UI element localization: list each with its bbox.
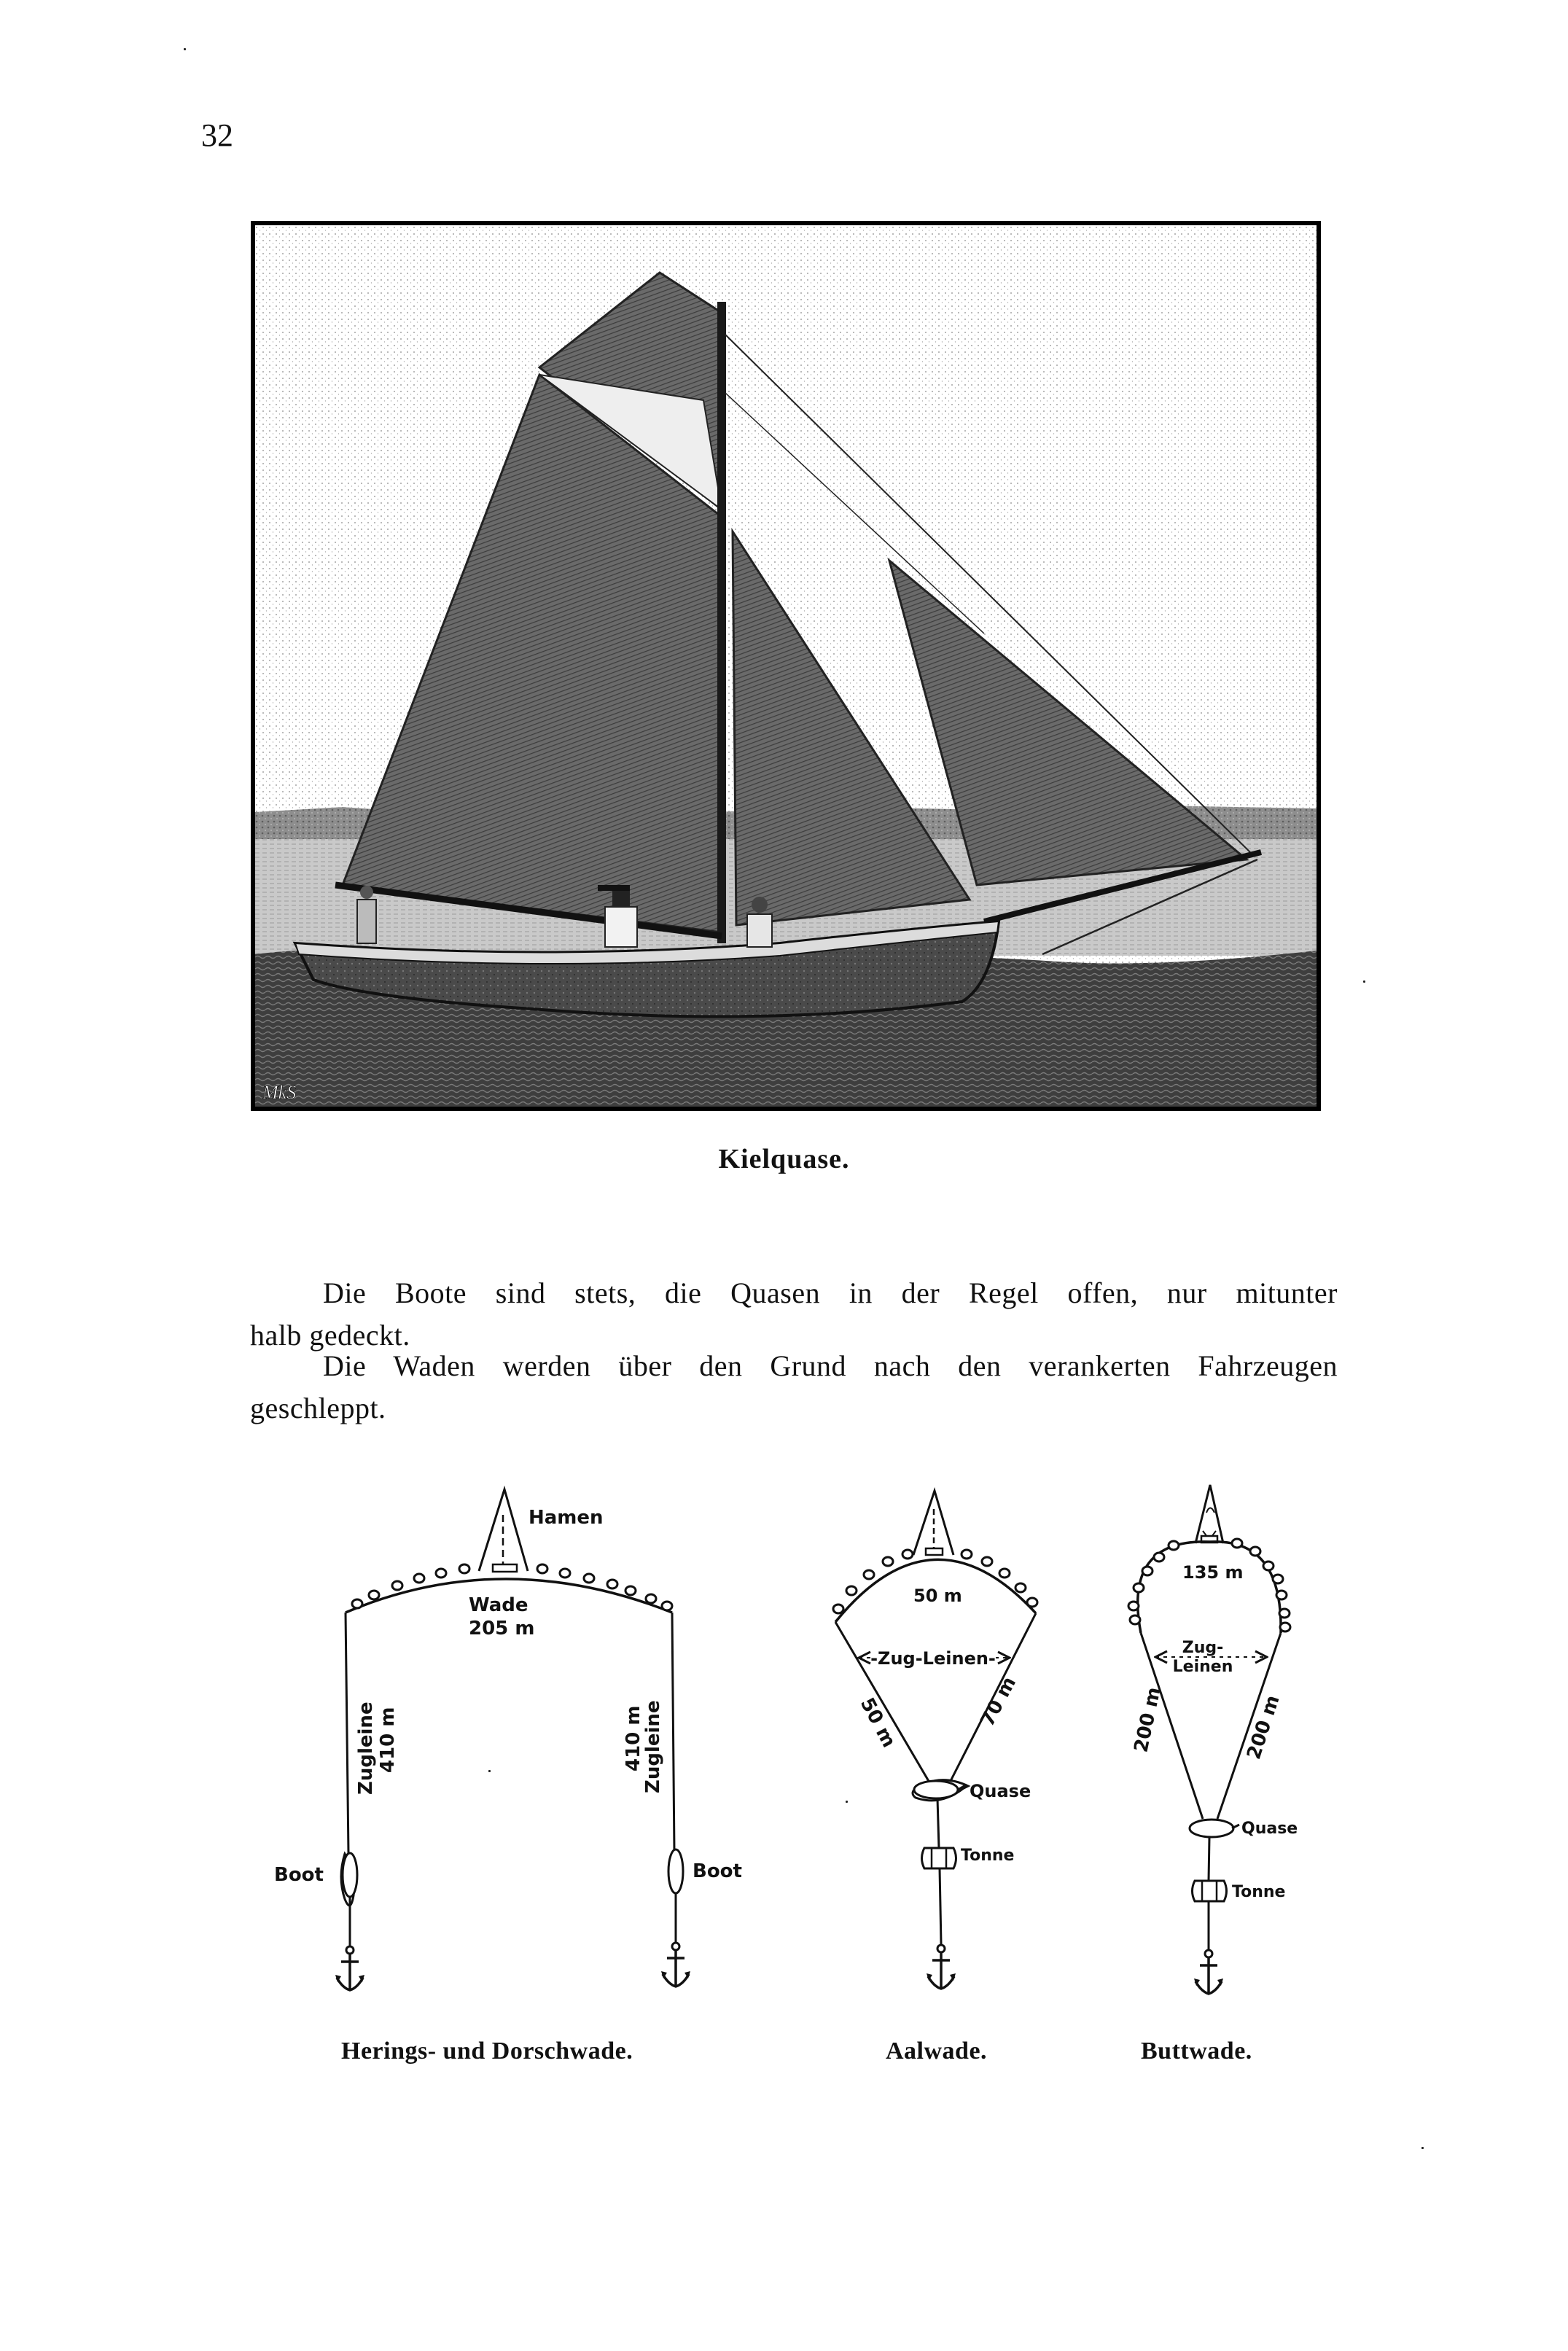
- zug-leinen-label-line2: Leinen: [1172, 1658, 1233, 1676]
- hamen-inner-funnel: [1206, 1508, 1214, 1513]
- left-zugleine-length: 410 m: [377, 1707, 399, 1773]
- scan-speck: [184, 48, 186, 50]
- anchor-icon: [1194, 1950, 1223, 1994]
- figure-caption: Kielquase.: [718, 1144, 850, 1174]
- paragraph-continuation: halb gedeckt.: [250, 1319, 410, 1352]
- hamen-mouth: [493, 1564, 517, 1572]
- right-boat: [668, 1849, 683, 1893]
- left-zugleine-label: Zugleine: [355, 1701, 377, 1795]
- anchor-icon: [927, 1945, 956, 1989]
- quase-boat-hull: [914, 1781, 958, 1798]
- right-boat-label: Boot: [693, 1860, 742, 1882]
- diagram-buttwade: [1128, 1485, 1298, 1994]
- diagram-caption-butt: Buttwade.: [1141, 2038, 1252, 2065]
- quase-label: Quase: [970, 1781, 1031, 1801]
- hamen-mouth: [926, 1548, 943, 1555]
- page-number: 32: [201, 117, 233, 153]
- left-zugleine: [346, 1613, 348, 1854]
- paragraph-continuation: geschleppt.: [250, 1392, 386, 1424]
- right-zugleine-label: Zugleine: [642, 1700, 664, 1793]
- tonne-icon: [1193, 1881, 1227, 1901]
- scan-speck: [488, 1770, 491, 1772]
- tonne-label: Tonne: [961, 1847, 1015, 1865]
- hamen-label: Hamen: [528, 1507, 604, 1529]
- net-floats: [1128, 1539, 1290, 1631]
- quase-to-tonne-line: [937, 1798, 939, 1848]
- paragraph-first-line: Die Boote sind stets, die Quasen in der Regel offen, nur mitunter: [323, 1276, 1338, 1309]
- illustrator-signature: MkS: [262, 1082, 297, 1103]
- zug-leinen-label: -Zug-Leinen-: [870, 1648, 996, 1669]
- diagram-caption-herings: Herings- und Dorschwade.: [341, 2038, 633, 2065]
- aal-net-length: 50 m: [913, 1586, 962, 1606]
- quase-label: Quase: [1241, 1820, 1298, 1838]
- diagram-caption-aal: Aalwade.: [886, 2038, 988, 2065]
- aal-right-line-length: 70 m: [976, 1673, 1021, 1731]
- wade-length: 205 m: [469, 1618, 535, 1640]
- right-anchor-icon: [661, 1943, 690, 1987]
- zug-leinen-label-line1: Zug-: [1182, 1639, 1224, 1657]
- left-boat-label: Boot: [274, 1864, 324, 1886]
- left-boat-hull: [343, 1853, 357, 1897]
- anchor-line: [940, 1868, 941, 1944]
- diagram-aalwade: [833, 1491, 1037, 1989]
- scan-speck: [1421, 2147, 1424, 2149]
- quase-boat: [1190, 1820, 1233, 1837]
- butt-net-length: 135 m: [1182, 1562, 1244, 1583]
- aal-left-line-length: 50 m: [855, 1694, 900, 1752]
- tonne-icon: [922, 1848, 956, 1868]
- right-zugleine-length: 410 m: [623, 1705, 644, 1771]
- scan-speck: [846, 1801, 848, 1803]
- left-anchor-icon: [335, 1946, 364, 1990]
- right-zugleine: [672, 1613, 674, 1852]
- butt-left-line-length: 200 m: [1130, 1685, 1166, 1755]
- diagram-herings-dorschwade: [274, 1489, 742, 1990]
- scan-speck: [1363, 980, 1365, 983]
- hamen-funnel: [1195, 1485, 1223, 1543]
- tonne-label: Tonne: [1232, 1883, 1286, 1901]
- wade-label: Wade: [469, 1594, 528, 1616]
- butt-right-line-length: 200 m: [1243, 1692, 1284, 1763]
- paragraph-first-line: Die Waden werden über den Grund nach den verankerten Fahrzeugen: [323, 1349, 1338, 1382]
